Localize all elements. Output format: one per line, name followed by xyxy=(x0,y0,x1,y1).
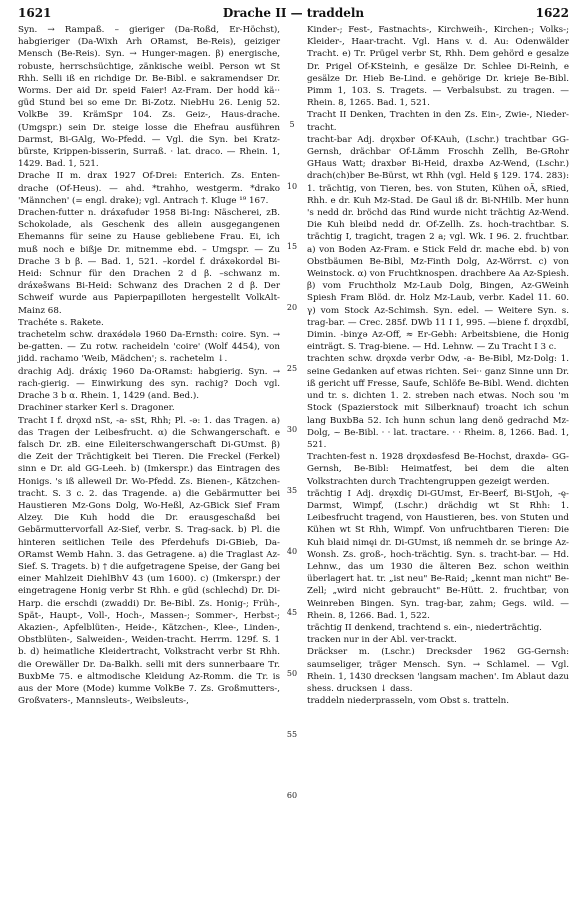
line-number: 30 xyxy=(286,425,298,434)
page-header xyxy=(18,6,569,22)
entry-drache-ii: Drache II m. drax 1927 Of-Drei: Enterich. Zs. Enten-drache (Of-Heus). — ahd. *trahho, westgerm. *drako 'Männchen' (= engl. drake); vgl. Antrach †. Kluge ¹⁹ 167. xyxy=(18,171,280,206)
line-number: 5 xyxy=(289,120,295,129)
line-number: 10 xyxy=(286,182,298,191)
line-number: 60 xyxy=(286,791,298,800)
line-number: 50 xyxy=(286,669,298,678)
entry-traddeln: traddeln niederprasseln, vom Obst s. tratteln. xyxy=(307,696,510,707)
entry-trachten-fest: Trachten-fest n. 1928 drǫxdǝsfesd Be-Hochst, draxdǝ- GG-Gernsh, Be-Bibl: Heimatfest, bei dem die alten Volkstrachten durch Trachtengruppen gezeigt werden. xyxy=(307,452,569,487)
line-number: 15 xyxy=(286,242,298,251)
entry-drachen-futter: Drachen-futter n. dráxǝfudǝr 1958 Bi-Ing: Näscherei, zB. Schokolade, als Geschenk des allein ausgegangenen Ehemanns für seine zu Hause gebliebene Frau. Ei, ich muß noch e bißje Dr. mitnemme ebd. – Umgspr. — Zu Drache 3 b β. — Bad. 1, 521. –kordel f. dráxǝkordǝl Bi-Heid: Schnur für den Drachen 2 d β. –schwanz m. dráxǝšwans Bi-Heid: Schwanz des Drachen 2 d β. Der Schweif wurde aus Papierpapilloten hergestellt VolkAlt-Mainz 68. xyxy=(18,208,280,316)
left-column xyxy=(18,24,280,707)
line-number: 55 xyxy=(286,730,298,739)
entry-drachiner: Drachiner starker Kerl s. Dragoner. xyxy=(18,403,175,414)
entry-traechtig-ii: trächtig II denkend, trachtend s. ein-, niederträchtig. xyxy=(307,622,542,633)
entry-draeckser: Dräckser m. (Lschr.) Drecksder 1962 GG-Gernsh: saumseliger, träger Mensch. Syn. → Schlamel. — Vgl. Rhein. 1, 1430 drecksen 'langsam machen'. Im Ablaut dazu shess. drucksen ↓ dass. xyxy=(307,647,569,694)
page-number-right: 1622 xyxy=(535,6,569,20)
entry-rampass-continuation: Syn. → Rampaß. – gieriger (Da-Roßd, Er-Höchst), habgieriger (Da-Wixh Arh ORamst, Be-Reis), geiziger Mensch (Be-Reis). Syn. → Hunger-magen. β) energische, robuste, herrschsüchtige, zänkische weibl. Person wt St Rhh. Selli iß en richdige Dr. Be-Bibl. e sakramendser Dr. Worms. Der aid Dr. speid Faier! Az-Fram. Der hodd kä·· güd Stund bei so eme Dr. Bi-Zotz. NiebHu 26. Lenig 52. VolkBe 39. KrämSpr 104. Zs. Geiz-, Haus-drache. (Umgspr.) sein Dr. steige losse die Ehefrau ausführen Darmst, Bi-GAlg, Wo-Pfedd. — Vgl. die Syn. bei Kratz-bürste, Krippen-bisserin, Surraß. · lat. draco. — Rhein. 1, 1429. Bad. 1, 521. xyxy=(18,25,280,170)
entry-tracht-i-continuation: Kinder-; Fest-, Fastnachts-, Kirchweih-, Kirchen-; Volks-; Kleider-, Haar-tracht. Vgl. Hans v. d. Au: Odenwälder Tracht. e) Tr. Prügel verbr St, Rhh. Dem gehörd e gesalze Dr. Prigel Of-KSteinh, e gesälze Dr. Schlee Di-Reinh, e gesälze Dr. Hieb Be-Lind. e gehörige Dr. krieje Be-Bibl. Pimm 1, 103. S. Tragets. — Verbalsubst. zu tragen. — Rhein. 8, 1265. Bad. 1, 521. xyxy=(307,25,569,109)
entry-trachetelm: trachetelm schw. draxǝ́dǝlǝ 1960 Da-Ernsth: coire. Syn. → be-gatten. — Zu rotw. racheideln 'coire' (Wolf 4454), von jidd. rachamo 'Weib, Mädchen'; s. rachetelm ↓. xyxy=(18,330,280,365)
line-number: 35 xyxy=(286,486,298,495)
entry-tracht-ii: Tracht II Denken, Trachten in den Zs. Ein-, Zwie-, Nieder-tracht. xyxy=(307,110,569,133)
entry-tracken: tracken nur in der Abl. ver-trackt. xyxy=(307,635,457,646)
line-number: 25 xyxy=(286,364,298,373)
line-number: 20 xyxy=(286,303,298,312)
entry-trachete: Trachéte s. Rakete. xyxy=(18,317,104,328)
entry-drachig: drachig Adj. dráxiç 1960 Da-ORamst: habgierig. Syn. → rach-gierig. — Einwirkung des syn. rachig? Doch vgl. Drache 3 b α. Rhein. 1, 1429 (and. Bed.). xyxy=(18,366,280,402)
entry-traechtig-i: trächtig I Adj. drẹxdiç Di-GUmst, Er-Beerf, Bi-StJoh, -ę- Darmst, Wimpf, (Lschr.) drächdig wt St Rhh: 1. Leibesfrucht tragend, von Haustieren, bes. von Stuten und Kühen wt St Rhh, Wimpf. Von unfruchtbaren Tieren: Die Kuh blaid nimęi dr. Di-GUmst, iß nemmeh dr. se bringe Az-Wonsh. Zs. groß-, hoch-trächtig. Syn. s. tracht-bar. — Hd. Lehnw., das um 1930 die älteren Bez. schon weithin überlagert hat. tr. „ist neu" Be-Raid; „kennt man nicht" Be-Zell; „wird nicht gebraucht" Be-Hütt. 2. fruchtbar, von Weinreben Bingen. Syn. trag-bar, zahm; Gegs. wild. — Rhein. 8, 1266. Bad. 1, 522. xyxy=(307,488,569,621)
line-number: 40 xyxy=(286,547,298,556)
right-column xyxy=(307,24,569,707)
page-number-left: 1621 xyxy=(18,6,52,20)
entry-tracht-bar: tracht-bar Adj. drǫxbǝr Of-KAuh, (Lschr.) trachtbar GG-Gernsh, drächbar Of-Lämm Froschh Zellh, Be-GRohr GHaus Watt; draxbǝr Bi-Heid, draxbǝ Az-Wend, (Lschr.) drach(ch)ber Be-Bürst, wt Rhh (vgl. Held § 129. 174. 283): 1. trächtig, von Tieren, bes. von Stuten, Kühen oÄ, sRied, Rhh. e dr. Kuh Mz-Stad. De Gaul iß dr. Bi-NHilb. Mer hunn 's nedd dr. bröchd das Rind wurde nicht trächtig Az-Wend. Die Kuh bleibd nedd dr. Of-Zellh. Zs. hoch-trachtbar. S. trächtig I, tragicht, tragen 2 a; vgl. Wk. I 96. 2. fruchtbar. a) von Boden Az-Fram. e Stick Feld dr. mache ebd. b) von Obstbäumen Be-Bibl, Mz-Finth Dolg, Az-Wörrst. c) von Weinstock. α) von Fruchtknospen. drachbere Aa Az-Spiesh. β) vom Fruchtholz Mz-Laub Dolg, Bingen, Az-GWeinh Spiesh Fram Blöd. dr. Holz Mz-Laub, verbr. Kadel 11. 60. γ) vom Stock Az-Schimsh. Syn. edel. — Weitere Syn. s. trag-bar. — Crec. 285f. DWb 11 I 1, 995. —biene f. drǫxdbǐ, Dimin. -binχǝ Az-Off, ≈ Er-Gebh: Arbeitsbiene, die Honig einträgt. S. Trag-biene. — Hd. Lehnw. — Zu Tracht I 3 c. xyxy=(307,134,569,353)
line-number: 45 xyxy=(286,608,298,617)
entry-trachten: trachten schw. drǫxdǝ verbr Odw, -a- Be-Bibl, Mz-Dolg: 1. seine Gedanken auf etwas richten. Sei·· ganz Sinne unn Dr. iß gericht uff Fresse, Saufe, Schlöfe Be-Bibl. Wend. dichten und tr. s. dichten 1. 2. streben nach etwas. Noch sou 'm Stock (Spazierstock mit Silberknauf) troacht ich schun lang BuxbBa 52. Ich hunn schun lang denö gedrachd Mz-Dolg, ~ Be-Bibl. · · lat. tractare. · · Rheim. 8, 1266. Bad. 1, 521. xyxy=(307,354,569,450)
running-title: Drache II — traddeln xyxy=(222,6,365,20)
entry-tracht-i: Tracht I f. drǫxd nSt, -a- sSt, Rhh; Pl. -ǝ: 1. das Tragen. a) das Tragen der Leibesfrucht. α) die Schwangerschaft. e falsch Dr. zB. eine Eileiterschwangerschaft Di-GUmst. β) die Zeit der Trächtigkeit bei Tieren. Die Freckel (Ferkel) sinn e Dr. ald GG-Leeh. b) (Imkerspr.) das Eintragen des Honigs. 's iß alleweil Dr. Wo-Pfedd. Zs. Bienen-, Kätzchen-tracht. S. 3 c. 2. das Tragende. a) die Gebärmutter bei Haustieren Mz-Gons Dolg, Wo-Heßl, Az-GBick Sief Fram Alzey. Die Kuh hodd die Dr. erausgeschaßd bei Gebärmuttervorfall Az-Sief, verbr. S. Trag-sack. b) Pl. die hinteren seitlichen Teile des Pferdehufs Di-GBieb, Da-ORamst Wemb Hahn. 3. das Getragene. a) die Traglast Az-Sief. S. Tragets. b) † die aufgetragene Speise, der Gang bei einer Mahlzeit DiehlBhV 43 (um 1600). c) (Imkerspr.) der eingetragene Honig verbr St Rhh. e güd (schlechd) Dr. Di-Harp. die erschdi (zwaddi) Dr. Be-Bibl. Zs. Honig-; Früh-, Spät-, Haupt-, Voll-, Hoch-, Massen-; Sommer-, Herbst-; Akazien-, Apfelblüten-, Heide-, Kätzchen-, Klee-, Linden-, Obstblüten-, Salweiden-, Weiden-tracht. Herrm. 129f. S. 1 b. d) heimatliche Kleidertracht, Volkstracht verbr St Rhh. die Orewäller Dr. Da-Balkh. selli mit ders sunnerbaare Tr. BuxbMe 75. e altmodische Kleidung Az-Romm. die Tr. is aus der More (Mode) kumme VolkBe 7. Zs. Großmutters-, Großvaters-, Mannsleuts-, Weibsleuts-, xyxy=(18,415,280,707)
